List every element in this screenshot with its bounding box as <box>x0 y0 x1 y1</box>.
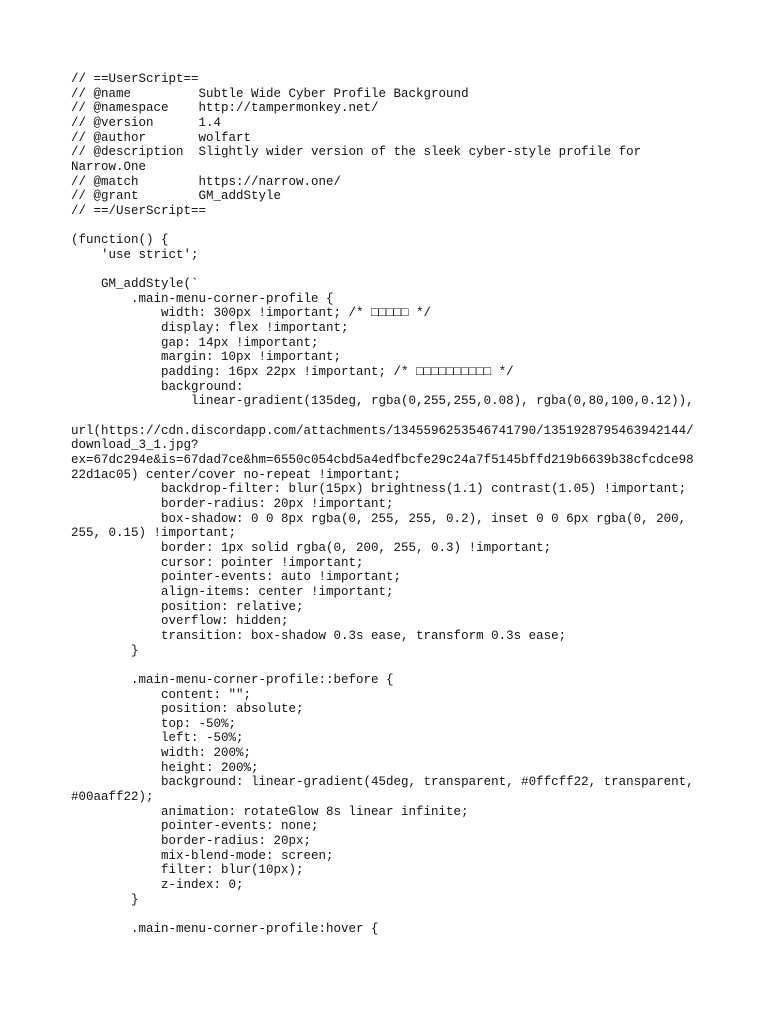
code-line: Narrow.One <box>71 159 147 174</box>
code-line <box>71 907 711 922</box>
code-line: // @description Slightly wider version of the sleek cyber-style profile for <box>71 145 642 160</box>
code-line: height: 200%; <box>71 760 259 775</box>
code-line: GM_addStyle(` <box>71 277 199 292</box>
code-line: border-radius: 20px; <box>71 834 312 849</box>
code-line: .main-menu-corner-profile:hover { <box>71 921 379 936</box>
code-line: linear-gradient(135deg, rgba(0,255,255,0.08), rgba(0,80,100,0.12)), <box>71 394 694 409</box>
code-line: // @namespace http://tampermonkey.net/ <box>71 101 379 116</box>
code-line: ex=67dc294e&is=67dad7ce&hm=6550c054cbd5a4edfbcfe29c24a7f5145bffd219b6639b38cfcdce98 <box>71 453 694 468</box>
code-line: position: relative; <box>71 599 304 614</box>
code-line: backdrop-filter: blur(15px) brightness(1.1) contrast(1.05) !important; <box>71 482 687 497</box>
code-line: position: absolute; <box>71 702 304 717</box>
code-block <box>71 72 711 937</box>
code-line: animation: rotateGlow 8s linear infinite; <box>71 804 469 819</box>
code-line: // ==/UserScript== <box>71 203 207 218</box>
code-line: // @match https://narrow.one/ <box>71 174 342 189</box>
code-line: 'use strict'; <box>71 247 199 262</box>
code-line: } <box>71 892 139 907</box>
code-line: z-index: 0; <box>71 878 244 893</box>
code-line: cursor: pointer !important; <box>71 555 364 570</box>
code-line: background: <box>71 379 244 394</box>
code-line <box>71 263 711 278</box>
code-line: // @grant GM_addStyle <box>71 189 282 204</box>
code-line: 22d1ac05) center/cover no-repeat !important; <box>71 467 402 482</box>
code-line: // @author wolfart <box>71 130 252 145</box>
code-line: filter: blur(10px); <box>71 863 304 878</box>
code-line: .main-menu-corner-profile { <box>71 291 334 306</box>
code-line: top: -50%; <box>71 716 237 731</box>
code-line <box>71 409 711 424</box>
code-line: border-radius: 20px !important; <box>71 496 394 511</box>
code-line: pointer-events: auto !important; <box>71 570 402 585</box>
code-line <box>71 219 711 234</box>
code-line: margin: 10px !important; <box>71 350 342 365</box>
code-line: left: -50%; <box>71 731 244 746</box>
code-line: border: 1px solid rgba(0, 200, 255, 0.3) !important; <box>71 540 552 555</box>
code-line: } <box>71 643 139 658</box>
code-line: width: 300px !important; /* □□□□□ */ <box>71 306 432 321</box>
code-line: // ==UserScript== <box>71 72 199 86</box>
code-line: (function() { <box>71 233 169 248</box>
code-line: #00aaff22); <box>71 790 154 805</box>
code-line: width: 200%; <box>71 746 252 761</box>
code-line <box>71 658 711 673</box>
code-line: background: linear-gradient(45deg, transparent, #0ffcff22, transparent, <box>71 775 694 790</box>
code-line: padding: 16px 22px !important; /* □□□□□□□□□□ */ <box>71 365 514 380</box>
code-line: box-shadow: 0 0 8px rgba(0, 255, 255, 0.2), inset 0 0 6px rgba(0, 200, <box>71 511 687 526</box>
code-line: pointer-events: none; <box>71 819 319 834</box>
code-line: gap: 14px !important; <box>71 335 319 350</box>
code-line: overflow: hidden; <box>71 614 289 629</box>
code-line: // @version 1.4 <box>71 115 222 130</box>
code-line: transition: box-shadow 0.3s ease, transform 0.3s ease; <box>71 628 567 643</box>
code-line: content: ""; <box>71 687 252 702</box>
code-line: align-items: center !important; <box>71 584 394 599</box>
code-line: // @name Subtle Wide Cyber Profile Background <box>71 86 469 101</box>
code-line: display: flex !important; <box>71 321 349 336</box>
code-line: download_3_1.jpg? <box>71 438 199 453</box>
code-line: 255, 0.15) !important; <box>71 526 237 541</box>
code-line: .main-menu-corner-profile::before { <box>71 672 394 687</box>
code-line: mix-blend-mode: screen; <box>71 848 334 863</box>
code-line: url(https://cdn.discordapp.com/attachments/1345596253546741790/1351928795463942144/ <box>71 423 694 438</box>
